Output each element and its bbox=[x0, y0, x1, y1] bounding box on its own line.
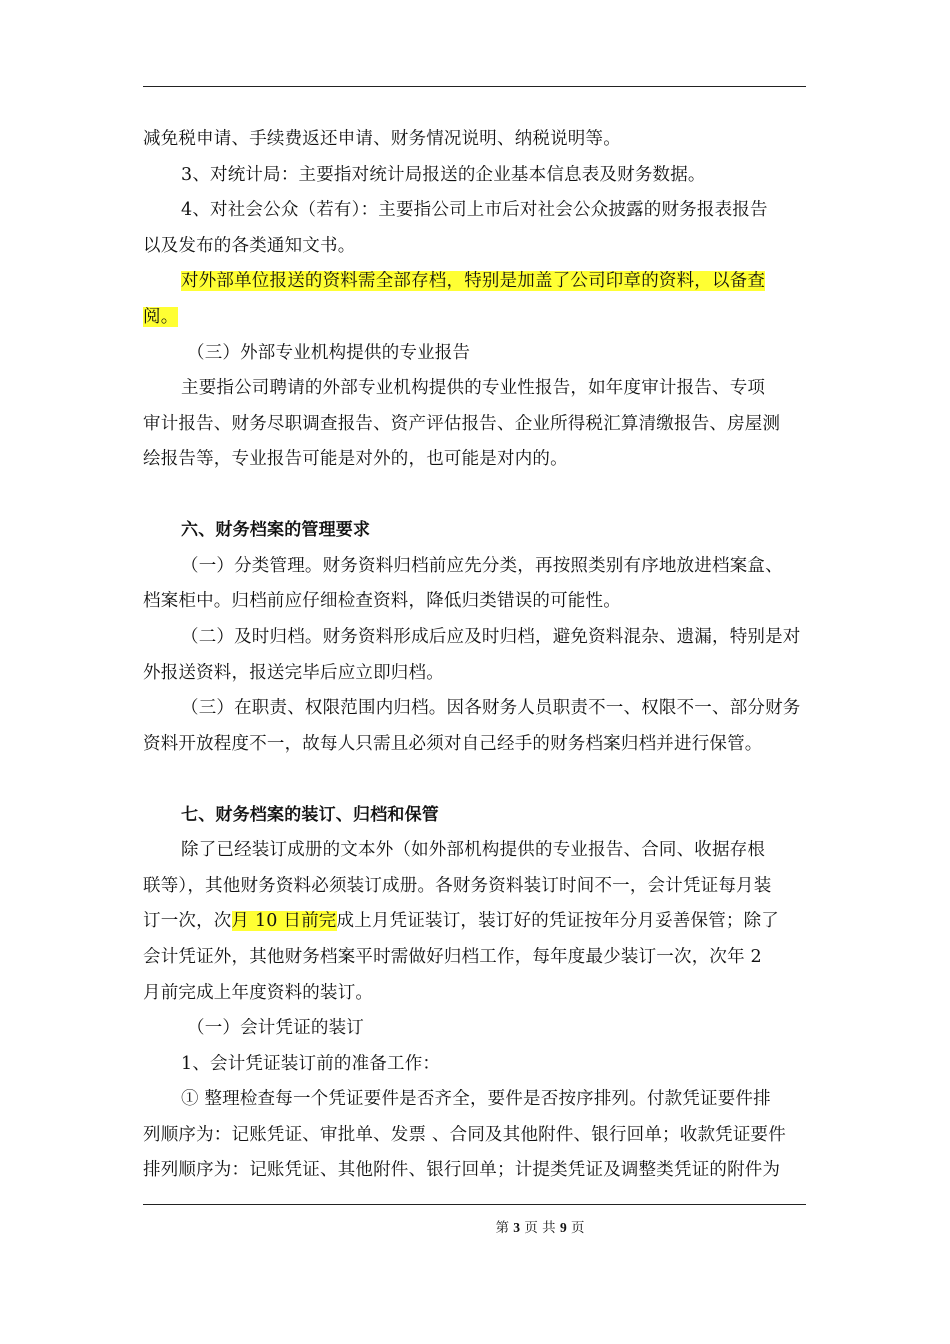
highlight-span: 月 10 日前完 bbox=[231, 911, 337, 931]
subheading: （三）外部专业机构提供的专业报告 bbox=[187, 343, 471, 363]
text-line: 以及发布的各类通知文书。 bbox=[143, 236, 356, 256]
text-line: 主要指公司聘请的外部专业机构提供的专业性报告，如年度审计报告、专项 bbox=[181, 378, 766, 398]
text-line: 审计报告、财务尽职调查报告、资产评估报告、企业所得税汇算清缴报告、房屋测 bbox=[143, 414, 781, 434]
footer-prefix: 第 bbox=[495, 1220, 509, 1236]
section-heading-7: 七、财务档案的装订、归档和保管 bbox=[181, 805, 439, 825]
highlighted-text-line bbox=[143, 305, 178, 329]
text-line: 1、会计凭证装订前的准备工作： bbox=[181, 1054, 441, 1074]
header-rule bbox=[143, 86, 806, 87]
page-total: 9 bbox=[559, 1220, 567, 1235]
text-line: （二）及时归档。财务资料形成后应及时归档，避免资料混杂、遗漏，特别是对 bbox=[181, 627, 801, 647]
text-line: 排列顺序为：记账凭证、其他附件、银行回单；计提类凭证及调整类凭证的附件为 bbox=[143, 1160, 781, 1180]
text-line: 外报送资料，报送完毕后应立即归档。 bbox=[143, 663, 444, 683]
text-line: 绘报告等，专业报告可能是对外的，也可能是对内的。 bbox=[143, 449, 568, 469]
section-heading-6: 六、财务档案的管理要求 bbox=[181, 520, 371, 540]
text-line: 3、对统计局：主要指对统计局报送的企业基本信息表及财务数据。 bbox=[181, 165, 706, 185]
text-line: 列顺序为：记账凭证、审批单、发票 、合同及其他附件、银行回单；收款凭证要件 bbox=[143, 1125, 786, 1145]
highlighted-text-line bbox=[181, 269, 765, 293]
footer-rule bbox=[143, 1204, 806, 1205]
text-line: 除了已经装订成册的文本外（如外部机构提供的专业报告、合同、收据存根 bbox=[181, 840, 766, 860]
subheading: （一）会计凭证的装订 bbox=[187, 1018, 364, 1038]
page-footer bbox=[0, 1216, 950, 1236]
text-line: 资料开放程度不一，故每人只需且必须对自己经手的财务档案归档并进行保管。 bbox=[143, 734, 763, 754]
text-line: ① 整理检查每一个凭证要件是否齐全，要件是否按序排列。付款凭证要件排 bbox=[181, 1089, 771, 1109]
footer-suffix: 页 bbox=[570, 1220, 585, 1236]
highlight-span: 阅。 bbox=[143, 307, 179, 327]
text-line bbox=[143, 909, 779, 933]
footer-middle: 页 共 bbox=[524, 1220, 556, 1236]
text-line: 联等），其他财务资料必须装订成册。各财务资料装订时间不一，会计凭证每月装 bbox=[143, 876, 772, 896]
text-line: （一）分类管理。财务资料归档前应先分类，再按照类别有序地放进档案盒、 bbox=[181, 556, 783, 576]
text-line: 月前完成上年度资料的装订。 bbox=[143, 983, 374, 1003]
page-number: 3 bbox=[513, 1220, 521, 1235]
text-line: 减免税申请、手续费返还申请、财务情况说明、纳税说明等。 bbox=[143, 129, 621, 149]
highlight-span: 对外部单位报送的资料需全部存档，特别是加盖了公司印章的资料，以备查 bbox=[181, 271, 766, 291]
text-line: 会计凭证外，其他财务档案平时需做好归档工作，每年度最少装订一次，次年 2 bbox=[143, 947, 762, 967]
text-line: 4、对社会公众（若有）：主要指公司上市后对社会公众披露的财务报表报告 bbox=[181, 200, 768, 220]
text-span: 订一次，次 bbox=[143, 911, 232, 931]
text-span: 成上月凭证装订，装订好的凭证按年分月妥善保管；除了 bbox=[336, 911, 779, 931]
text-line: （三）在职责、权限范围内归档。因各财务人员职责不一、权限不一、部分财务 bbox=[181, 698, 801, 718]
text-line: 档案柜中。归档前应仔细检查资料，降低归类错误的可能性。 bbox=[143, 591, 621, 611]
